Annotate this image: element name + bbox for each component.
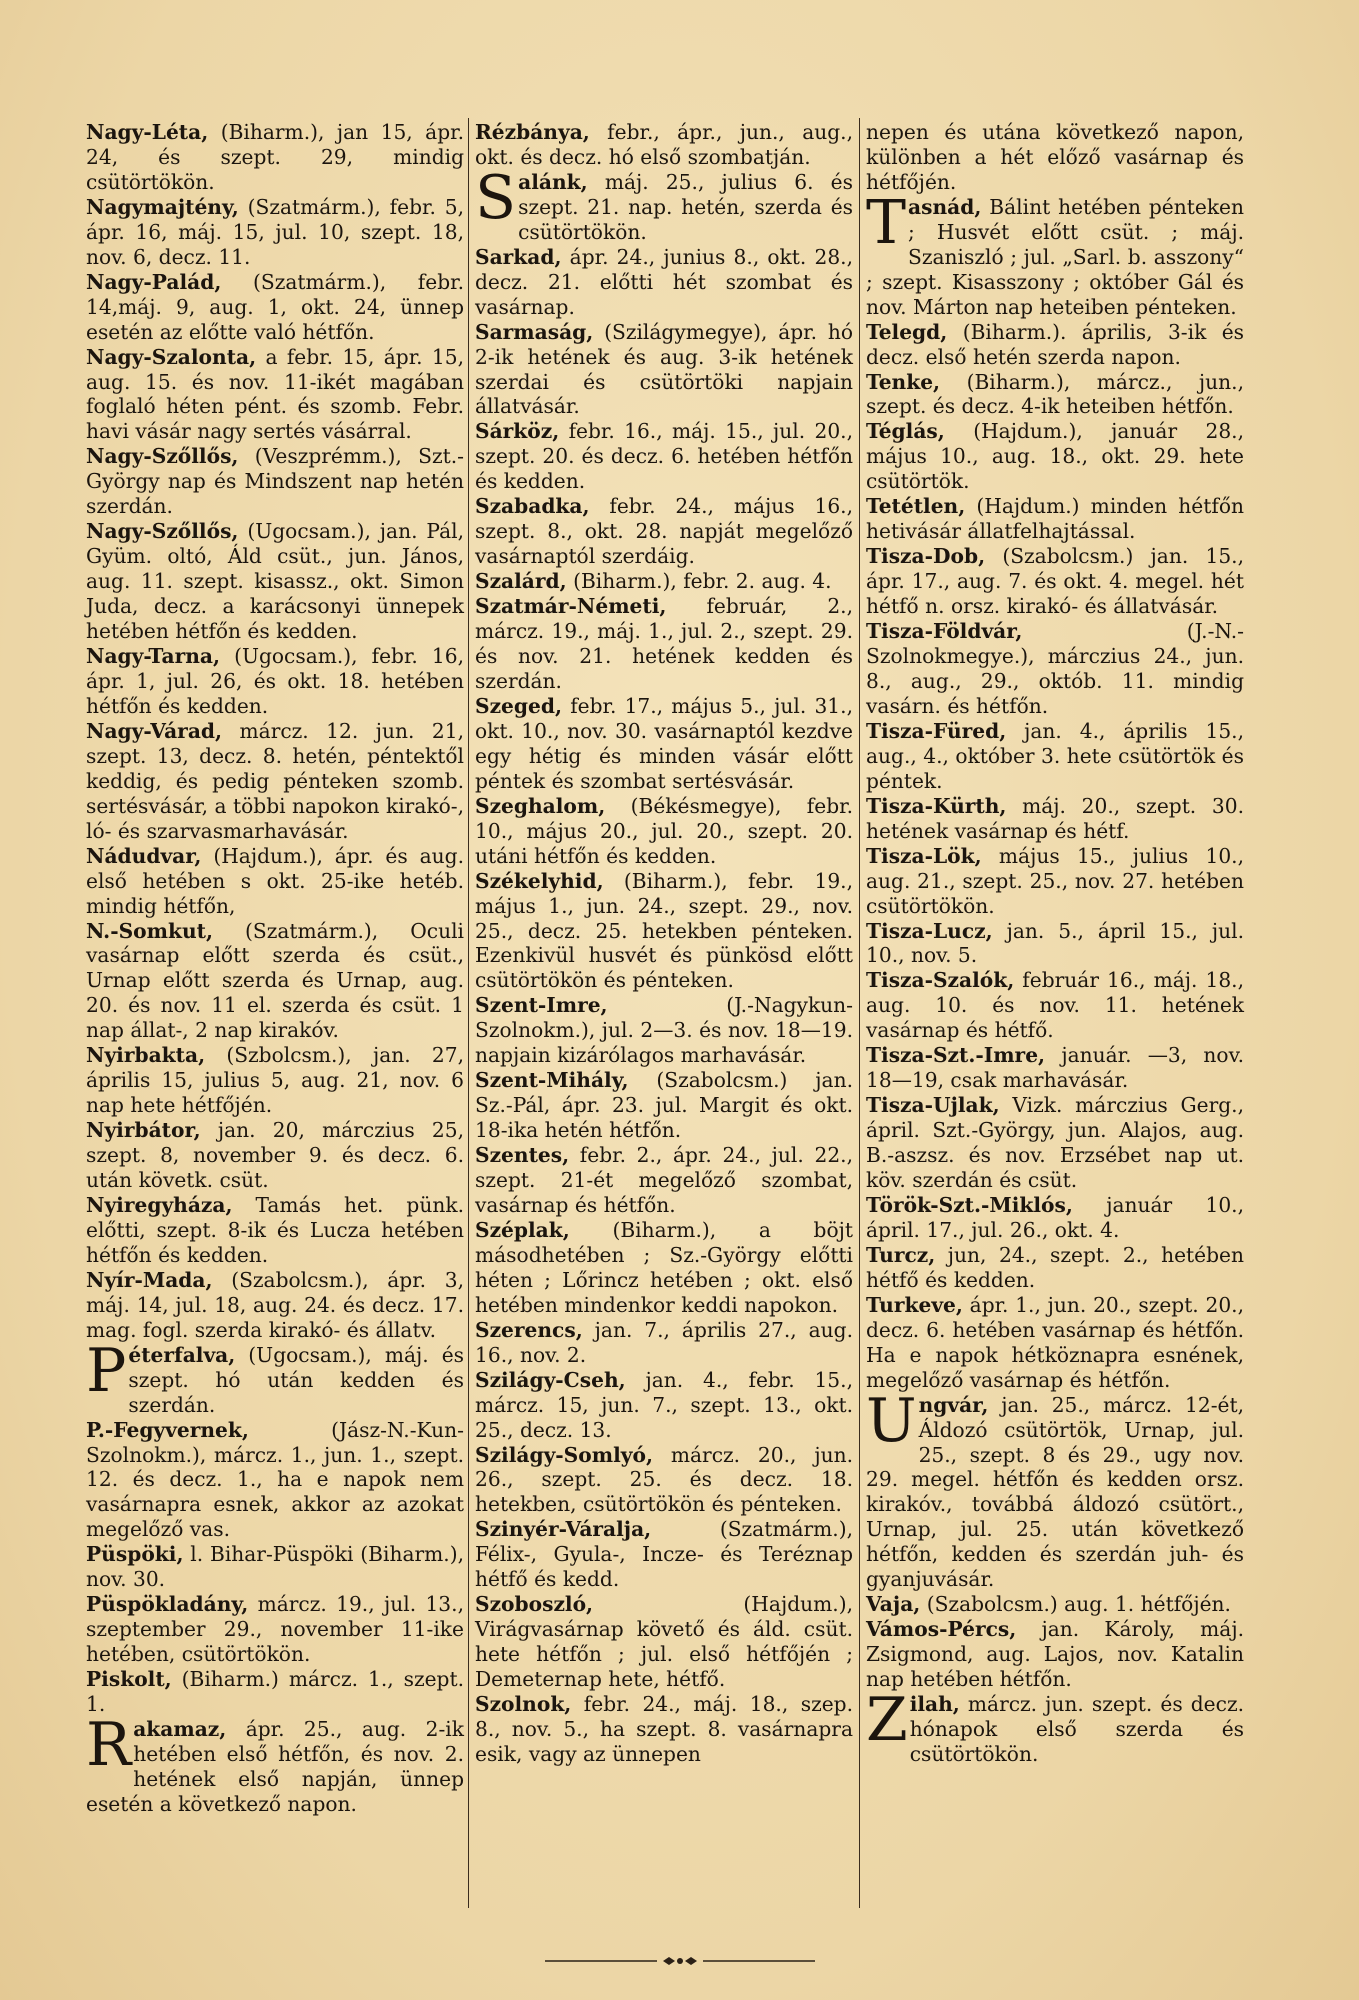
entry [86, 270, 464, 345]
entry-text: márcz. 12. jun. 21, szept. 13, decz. 8. hetén, péntektől keddig, és pedig pénteken szomb. sertésvásár, a többi napokon kirakó-, ló- és szarvasmarhavásár. [86, 718, 464, 843]
entry [866, 619, 1244, 719]
entry-text: ápr. 25., aug. 2-ik hetében első hétfőn, és nov. 2. hetének első napján, ünnep esetén a következő napon. [86, 1717, 464, 1816]
entry [86, 519, 464, 644]
entry [866, 919, 1244, 969]
entry-text: l. Bihar-Püspöki (Biharm.), nov. 30. [86, 1542, 464, 1592]
drop-cap: Z [866, 1685, 908, 1756]
entry-text: (Hajdum.) minden hétfőn hetivásár állatfelhajtással. [866, 494, 1244, 544]
entry-text: (Veszprémm.), Szt.-György nap és Mindszent nap hetén szerdán. [86, 444, 464, 519]
entry [866, 1043, 1244, 1093]
entry [86, 444, 464, 519]
entry-headword: Nagy-Palád, [86, 269, 222, 294]
entry-text: jan. 25., márcz. 12-ét, Áldozó csütörtök, Urnap, jul. 25., szept. 8 és 29., ugy nov. 29. megel. hétfőn és kedden orsz. kirakóv., továbbá áldozó csütört., Urnap, jul. 25. után következő hétfőn, kedden és szerdán juh- és gyanjuvásár. [866, 1392, 1244, 1592]
entry [866, 1617, 1244, 1692]
entry-headword: Nagymajtény, [86, 194, 239, 219]
entry-headword: Széplak, [475, 1217, 570, 1242]
entry-headword: Tisza-Kürth, [866, 793, 1007, 818]
drop-cap: S [475, 162, 517, 233]
entry-headword: Sarkad, [475, 244, 562, 269]
drop-cap: R [86, 1710, 132, 1780]
entry [866, 120, 1244, 195]
entry-headword: Tenke, [866, 369, 941, 394]
entry [475, 419, 853, 494]
entry-text: (Hajdum.), január 28., május 10., aug. 18., okt. 29. hete csütörtök. [866, 419, 1244, 494]
entry-headword: Tetétlen, [866, 494, 966, 519]
entry-text: a febr. 15, ápr. 15, aug. 15. és nov. 11-ikét magában foglaló héten pént. és szomb. Febr. havi vásár nagy sertés vásárral. [86, 344, 464, 444]
entry-headword: Szerencs, [475, 1317, 583, 1342]
entry [866, 494, 1244, 544]
entry-headword: Sárköz, [475, 419, 560, 444]
entry-text: (Biharm.), febr. 19., május 1., jun. 24., szept. 29., nov. 25., decz. 25. hetekben pénteken. Ezenkivül husvét és pünkösd előtt csütörtökön és pénteken. [475, 868, 853, 993]
entry-headword: Szilágy-Cseh, [475, 1367, 626, 1392]
entry-headword: Szeged, [475, 693, 562, 718]
entry-text: (J.-N.-Szolnokmegye.), márczius 24., jun. 8., aug., 29., októb. 11. mindig vasárn. és hétfőn. [866, 619, 1244, 718]
entry [86, 1542, 464, 1592]
entry-text: Vizk. márczius Gerg., ápril. Szt.-György, jun. Alajos, aug. B.-aszsz. és nov. Erzsébet nap ut. köv. szerdán és csüt. [866, 1093, 1244, 1193]
entry [475, 162, 853, 245]
entry-headword: Püspökladány, [86, 1592, 249, 1617]
entry-headword: Nyirbakta, [86, 1043, 206, 1068]
entry [86, 719, 464, 844]
entry-text: (Ugocsam.), jan. Pál, Gyüm. oltó, Áld csüt., jun. János, aug. 11. szept. kisassz., okt. Simon Juda, decz. a karácsonyi ünnepek hetében hétfőn és kedden. [86, 519, 464, 644]
entry [86, 1335, 464, 1418]
entry [866, 719, 1244, 794]
entry-headword: Nyiregyháza, [86, 1192, 233, 1217]
column-1 [86, 120, 464, 1817]
entry-text: (Szabolcsm.) jan. Sz.-Pál, ápr. 23. jul. Margit és okt. 18-ika hetén hétfőn. [475, 1068, 853, 1143]
entry-headword: Nyirbátor, [86, 1118, 201, 1143]
entry-headword: Szolnok, [475, 1692, 572, 1717]
entry-text: (Biharm.), a böjt másodhetében ; Sz.-György előtti héten ; Lőrincz hetében ; okt. első hetében mindenkor keddi napokon. [475, 1217, 853, 1317]
entry [475, 794, 853, 869]
entry-text: február, 2., márcz. 19., máj. 1., jul. 2., szept. 29. és nov. 21. hetének kedden és szerdán. [475, 594, 853, 693]
end-ornament [545, 1955, 815, 1967]
drop-cap: T [866, 187, 907, 258]
entry-text: jan. 5., ápril 15., jul. 10., nov. 5. [866, 918, 1244, 968]
entry [86, 345, 464, 445]
entry-text: febr. 17., május 5., jul. 31., okt. 10., nov. 30. vasárnaptól kezdve egy hétig és minden vásár előtt péntek és szombat sertésvásár. [475, 693, 853, 793]
entry-headword: Téglás, [866, 419, 945, 444]
entry-text: (Szatmárm.), febr. 5, ápr. 16, máj. 15, jul. 10, szept. 18, nov. 6, decz. 11. [86, 194, 464, 269]
entry-headword: Nagy-Léta, [86, 120, 209, 144]
entry-headword: Szoboszló, [475, 1592, 594, 1617]
entry-headword: Tisza-Ujlak, [866, 1093, 1000, 1118]
entry-headword: Nagy-Szőllős, [86, 444, 239, 469]
entry-headword: Nagy-Tarna, [86, 644, 221, 669]
entry-text: (Szatmárm.), Félix-, Gyula-, Incze- és Teréznap hétfő és kedd. [475, 1517, 853, 1592]
entry-headword: ilah, [909, 1692, 960, 1717]
entry-headword: ngvár, [918, 1392, 989, 1417]
entry-text: (Hajdum.), Virágvasárnap követő és áld. csüt. hete hétfőn ; jul. első hétfőjén ; Demeternap hete, hétfő. [475, 1592, 853, 1692]
entry-headword: asnád, [908, 194, 982, 219]
entry [475, 1068, 853, 1143]
entry-headword: Szabadka, [475, 494, 590, 519]
column-3 [866, 120, 1244, 1767]
entry [866, 1243, 1244, 1293]
entry [475, 1517, 853, 1592]
entry-text: (Szatmárm.), Oculi vasárnap előtt szerda és csüt., Urnap előtt szerda és Urnap, aug. 20. és nov. 11 el. szerda és csüt. 1 nap állat-, 2 nap kirakóv. [86, 918, 464, 1043]
entry [475, 993, 853, 1068]
entry-headword: Nádudvar, [86, 843, 202, 868]
entry [475, 1368, 853, 1443]
entry-text: január 10., ápril. 17., jul. 26., okt. 4. [866, 1192, 1244, 1242]
entry-text: január. —3, nov. 18—19, csak marhavásár. [866, 1043, 1244, 1093]
entry [866, 1592, 1244, 1617]
entry-headword: Tisza-Lök, [866, 843, 982, 868]
entry-text: (Szabolcsm.), ápr. 3, máj. 14, jul. 18, aug. 24. és decz. 17. mag. fogl. szerda kirakó- és állatv. [86, 1267, 464, 1342]
entry-text: febr. 24., máj. 18., szep. 8., nov. 5., ha szept. 8. vasárnapra esik, vagy az ünnepen [475, 1692, 853, 1766]
entry-text: (Biharm.), jan 15, ápr. 24, és szept. 29, mindig csütörtökön. [86, 120, 464, 194]
entry-headword: N.-Somkut, [86, 918, 213, 943]
entry-text: (Ugocsam.), máj. és szept. hó után kedden és szerdán. [128, 1342, 464, 1417]
entry-text: (Békésmegye), febr. 10., május 20., jul. 20., szept. 20. utáni hétfőn és kedden. [475, 793, 853, 868]
entry [475, 694, 853, 794]
entry-headword: Szalárd, [475, 569, 567, 594]
entry [866, 544, 1244, 619]
entry-text: (Biharm.) márcz. 1., szept. 1. [86, 1667, 464, 1717]
drop-cap: P [86, 1335, 127, 1406]
entry [866, 1093, 1244, 1193]
entry-text: Tamás het. pünk. előtti, szept. 8-ik és Lucza hetében hétfőn és kedden. [86, 1192, 464, 1267]
entry-text: máj. 25., julius 6. és szept. 21. nap. hetén, szerda és csütörtökön. [518, 169, 853, 244]
entry [475, 1143, 853, 1218]
entry [86, 1043, 464, 1118]
entry [475, 320, 853, 420]
entry-headword: Tisza-Füred, [866, 718, 1007, 743]
entry-headword: akamaz, [133, 1717, 227, 1741]
entry-headword: Tisza-Szalók, [866, 968, 1015, 993]
entry [866, 794, 1244, 844]
entry-headword: Piskolt, [86, 1667, 172, 1692]
entry-headword: Nagy-Szalonta, [86, 344, 257, 369]
entry-headword: alánk, [518, 169, 588, 194]
entry [866, 844, 1244, 919]
entry-headword: Rézbánya, [475, 120, 590, 144]
entry-text: (Szabolcsm.) aug. 1. hétfőjén. [920, 1592, 1231, 1617]
entry-text: (Szbolcsm.), jan. 27, április 15, julius 5, aug. 21, nov. 6 nap hete hétfőjén. [86, 1043, 464, 1118]
entry-headword: Tisza-Szt.-Imre, [866, 1043, 1046, 1068]
entry [475, 1218, 853, 1318]
entry-text: (Hajdum.), ápr. és aug. első hetében s okt. 25-ike hetéb. mindig hétfőn, [86, 843, 464, 918]
entry-text: jun, 24., szept. 2., hetében hétfő és kedden. [866, 1242, 1244, 1292]
entry-text: márcz. 19., jul. 13., szeptember 29., november 11-ike hetében, csütörtökön. [86, 1592, 464, 1667]
entry [86, 1667, 464, 1717]
entry [86, 919, 464, 1044]
entry-headword: Turcz, [866, 1242, 936, 1267]
entry-text: (Biharm.). április, 3-ik és decz. első hetén szerda napon. [866, 319, 1244, 369]
entry [86, 1418, 464, 1543]
entry-text: febr. 16., máj. 15., jul. 20., szept. 20. és decz. 6. hetében hétfőn és kedden. [475, 419, 853, 494]
entry-headword: Szeghalom, [475, 793, 606, 818]
entry-headword: Turkeve, [866, 1292, 963, 1317]
entry-headword: Vámos-Pércs, [866, 1617, 1017, 1642]
entry-text: jan. 4., febr. 15., márcz. 15, jun. 7., szept. 13., okt. 25., decz. 13. [475, 1367, 853, 1442]
entry [866, 968, 1244, 1043]
entry-text: jan. 7., április 27., aug. 16., nov. 2. [475, 1317, 853, 1367]
entry-text: (Jász-N.-Kun-Szolnokm.), márcz. 1., jun. 1., szept. 12. és decz. 1., ha e napok nem vasárnapra esnek, akkor az azokat megelőző vas. [86, 1417, 464, 1542]
entry-headword: Szent-Mihály, [475, 1068, 629, 1093]
entry-text: febr. 24., május 16., szept. 8., okt. 28. napját megelőző vasárnaptól szerdáig. [475, 494, 853, 569]
entry-text: jan. 4., április 15., aug., 4., október 3. hete csütörtök és péntek. [866, 718, 1244, 793]
entry [86, 195, 464, 270]
entry-headword: Vaja, [866, 1592, 921, 1617]
entry-text: (Biharm.), febr. 2. aug. 4. [566, 569, 832, 594]
entry [475, 1592, 853, 1692]
entry-text: (Szabolcsm.) jan. 15., ápr. 17., aug. 7. és okt. 4. megel. hét hétfő n. orsz. kirakó- és állatvásár. [866, 544, 1244, 619]
entry [86, 120, 464, 195]
entry-text: máj. 20., szept. 30. hetének vasárnap és hétf. [866, 793, 1244, 843]
entry [475, 869, 853, 994]
entry [475, 245, 853, 320]
entry-text: ápr. 1., jun. 20., szept. 20., decz. 6. hetében vasárnap és hétfőn. Ha e napok hétköznapra esnének, megelőző vasárnap és hétfőn. [866, 1292, 1244, 1392]
entry-text: nepen és utána következő napon, különben a hét előző vasárnap és hétfőjén. [866, 120, 1244, 194]
entry-headword: Telegd, [866, 319, 948, 344]
column-divider-2 [859, 118, 860, 1908]
entry-text: jan. Károly, máj. Zsigmond, aug. Lajos, nov. Katalin nap hetében hétfőn. [866, 1617, 1244, 1692]
entry [475, 120, 853, 170]
entry [866, 1385, 1244, 1593]
entry [866, 320, 1244, 370]
entry [475, 1318, 853, 1368]
entry-headword: Nagy-Várad, [86, 718, 223, 743]
entry-text: február 16., máj. 18., aug. 10. és nov. 11. hetének vasárnap és hétfő. [866, 968, 1244, 1043]
entry-headword: Szinyér-Váralja, [475, 1517, 652, 1542]
drop-cap: U [866, 1385, 917, 1456]
entry-headword: Tisza-Földvár, [866, 619, 1023, 644]
entry-text: május 15., julius 10., aug. 21., szept. 25., nov. 27. hetében csütörtökön. [866, 843, 1244, 918]
entry [475, 569, 853, 594]
entry-headword: Sarmaság, [475, 319, 594, 344]
entry [86, 1710, 464, 1817]
entry [866, 1193, 1244, 1243]
entry [86, 1268, 464, 1343]
entry-headword: Szilágy-Somlyó, [475, 1442, 653, 1467]
entry [475, 594, 853, 694]
entry [866, 187, 1244, 320]
entry [475, 494, 853, 569]
entry-headword: P.-Fegyvernek, [86, 1417, 249, 1442]
entry-text: (J.-Nagykun-Szolnokm.), jul. 2—3. és nov. 18—19. napjain kizárólagos marhavásár. [475, 993, 853, 1068]
entry-text: (Ugocsam.), febr. 16, ápr. 1, jul. 26, és okt. 18. hetében hétfőn és kedden. [86, 644, 464, 718]
entry [475, 1443, 853, 1518]
entry [866, 370, 1244, 420]
entry [86, 844, 464, 919]
entry [866, 419, 1244, 494]
column-divider-1 [468, 118, 469, 1908]
entry-headword: Nyír-Mada, [86, 1267, 213, 1292]
entry [866, 1685, 1244, 1767]
entry-text: Bálint hetében pénteken ; Husvét előtt csüt. ; máj. Szaniszló ; jul. „Sarl. b. asszony“ ; szept. Kisasszony ; október Gál és nov. Márton nap heteiben pénteken. [866, 194, 1244, 319]
entry-headword: Nagy-Szőllős, [86, 519, 239, 544]
entry [86, 1118, 464, 1193]
entry-text: (Biharm.), márcz., jun., szept. és decz. 4-ik heteiben hétfőn. [866, 369, 1244, 419]
entry-text: ápr. 24., junius 8., okt. 28., decz. 21. előtti hét szombat és vasárnap. [475, 244, 853, 319]
entry-text: (Szilágymegye), ápr. hó 2-ik hetének és aug. 3-ik hetének szerdai és csütörtöki napjain állatvásár. [475, 319, 853, 419]
entry [86, 1193, 464, 1268]
entry [86, 644, 464, 719]
column-2 [475, 120, 853, 1767]
entry-text: márcz. 20., jun. 26., szept. 25. és decz. 18. hetekben, csütörtökön és pénteken. [475, 1442, 853, 1517]
entry-text: (Szatmárm.), febr. 14,máj. 9, aug. 1, okt. 24, ünnep esetén az előtte való hétfőn. [86, 269, 464, 344]
entry-headword: Székelyhid, [475, 868, 604, 893]
entry-headword: Török-Szt.-Miklós, [866, 1192, 1073, 1217]
entry-text: jan. 20, márczius 25, szept. 8, november 9. és decz. 6. után követk. csüt. [86, 1118, 464, 1193]
entry-headword: éterfalva, [128, 1342, 236, 1367]
entry-headword: Tisza-Lucz, [866, 918, 993, 943]
entry [86, 1592, 464, 1667]
entry-headword: Szatmár-Németi, [475, 594, 667, 619]
entry-headword: Tisza-Dob, [866, 544, 986, 569]
entry-text: márcz. jun. szept. és decz. hónapok első szerda és csütörtökön. [909, 1692, 1244, 1766]
entry-text: febr., ápr., jun., aug., okt. és decz. hó első szombatján. [475, 120, 853, 169]
entry-headword: Szentes, [475, 1143, 570, 1168]
entry-text: febr. 2., ápr. 24., jul. 22., szept. 21-ét megelőző szombat, vasárnap és hétfőn. [475, 1143, 853, 1217]
entry-headword: Püspöki, [86, 1542, 184, 1567]
entry [866, 1293, 1244, 1393]
entry-headword: Szent-Imre, [475, 993, 608, 1018]
entry [475, 1692, 853, 1767]
